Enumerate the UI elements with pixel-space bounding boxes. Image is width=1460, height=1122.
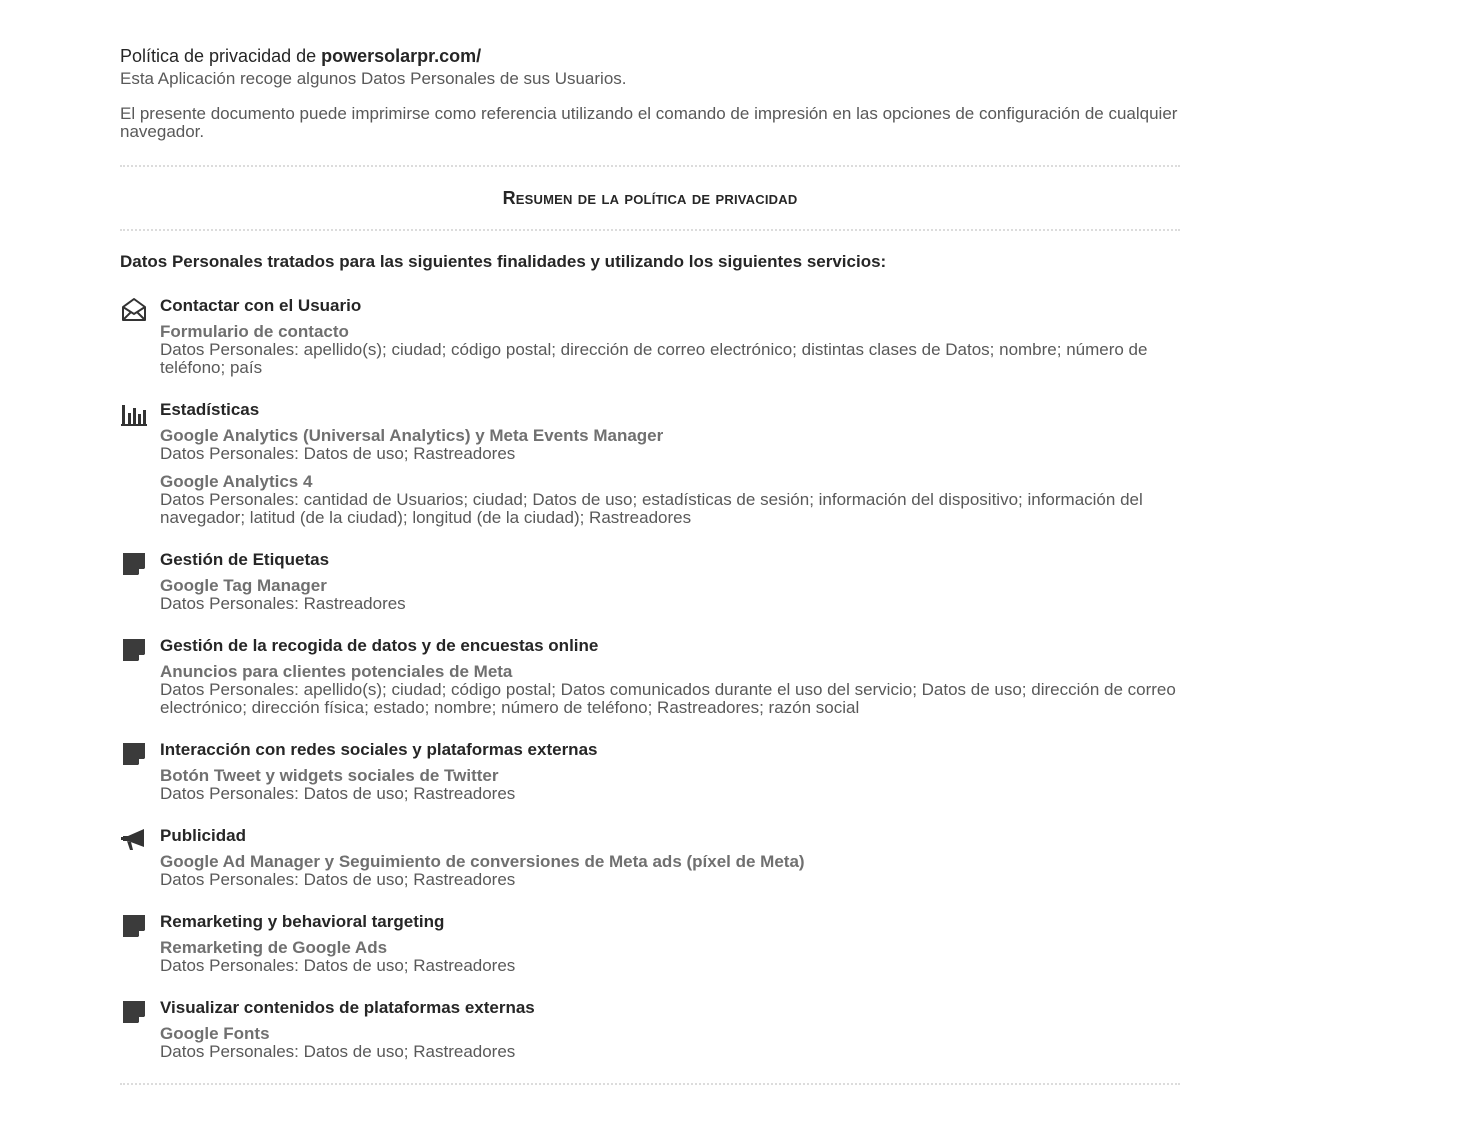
divider-bottom (120, 1083, 1180, 1085)
title-prefix: Política de privacidad de (120, 46, 322, 66)
service-entry (160, 323, 1180, 377)
mail-icon (120, 295, 148, 323)
note-icon (120, 635, 148, 663)
service-name: Google Fonts (160, 1024, 270, 1043)
service-data: Datos Personales: Datos de uso; Rastreadores (160, 1042, 516, 1061)
purpose-title: Gestión de Etiquetas (160, 550, 330, 569)
service-entry (160, 1025, 1180, 1061)
service-name: Remarketing de Google Ads (160, 938, 388, 957)
service-data: Datos Personales: Datos de uso; Rastreadores (160, 784, 516, 803)
service-data: Datos Personales: Datos de uso; Rastreadores (160, 444, 516, 463)
purpose-title: Interacción con redes sociales y plataformas externas (160, 740, 598, 759)
purpose-title: Gestión de la recogida de datos y de encuestas online (160, 636, 599, 655)
service-entry (160, 427, 1180, 463)
purpose-title: Visualizar contenidos de plataformas externas (160, 998, 535, 1017)
service-name: Formulario de contacto (160, 322, 349, 341)
service-data: Datos Personales: Datos de uso; Rastreadores (160, 956, 516, 975)
purpose-title: Remarketing y behavioral targeting (160, 912, 445, 931)
service-entry (160, 853, 1180, 889)
service-name: Botón Tweet y widgets sociales de Twitter (160, 766, 499, 785)
purpose-item (120, 739, 1180, 803)
purpose-title: Contactar con el Usuario (160, 296, 362, 315)
intro-text: Esta Aplicación recoge algunos Datos Personales de sus Usuarios. (120, 69, 627, 88)
purpose-item (120, 911, 1180, 975)
site-name: powersolarpr.com/ (321, 46, 482, 66)
print-note: El presente documento puede imprimirse como referencia utilizando el comando de impresión en las opciones de configuración de cualquier navegador. (120, 104, 1178, 141)
note-icon (120, 739, 148, 767)
service-name: Google Analytics 4 (160, 472, 313, 491)
purpose-title: Estadísticas (160, 400, 260, 419)
service-entry (160, 663, 1180, 717)
service-data: Datos Personales: apellido(s); ciudad; código postal; Datos comunicados durante el uso del servicio; Datos de uso; dirección de correo electrónico; dirección física; estado; nombre; número de teléfono; Rastreadores; razón social (160, 680, 1176, 717)
service-data: Datos Personales: apellido(s); ciudad; código postal; dirección de correo electrónico; distintas clases de Datos; nombre; número de teléfono; país (160, 340, 1148, 377)
purpose-item (120, 635, 1180, 717)
purpose-list (120, 295, 1180, 1061)
purpose-item (120, 549, 1180, 613)
divider-summary (120, 229, 1180, 231)
service-data: Datos Personales: Datos de uso; Rastreadores (160, 870, 516, 889)
summary-lead: Datos Personales tratados para las siguientes finalidades y utilizando los siguientes servicios: (120, 252, 887, 271)
service-data: Datos Personales: Rastreadores (160, 594, 406, 613)
service-name: Anuncios para clientes potenciales de Meta (160, 662, 513, 681)
service-entry (160, 473, 1180, 527)
service-data: Datos Personales: cantidad de Usuarios; ciudad; Datos de uso; estadísticas de sesión; información del dispositivo; información del navegador; latitud (de la ciudad); longitud (de la ciudad); Rastreadores (160, 490, 1143, 527)
purpose-item (120, 295, 1180, 377)
service-entry (160, 577, 1180, 613)
purpose-item (120, 825, 1180, 889)
megaphone-icon (120, 825, 148, 853)
divider-top (120, 165, 1180, 167)
service-entry (160, 767, 1180, 803)
service-entry (160, 939, 1180, 975)
note-icon (120, 911, 148, 939)
service-name: Google Tag Manager (160, 576, 327, 595)
purpose-item (120, 399, 1180, 527)
privacy-policy-page (120, 44, 1180, 1085)
service-name: Google Ad Manager y Seguimiento de conversiones de Meta ads (píxel de Meta) (160, 852, 805, 871)
page-title (120, 44, 1180, 68)
bar-chart-icon (120, 399, 148, 427)
note-icon (120, 997, 148, 1025)
summary-title: Resumen de la política de privacidad (502, 188, 798, 208)
note-icon (120, 549, 148, 577)
purpose-item (120, 997, 1180, 1061)
service-name: Google Analytics (Universal Analytics) y Meta Events Manager (160, 426, 664, 445)
purpose-title: Publicidad (160, 826, 246, 845)
